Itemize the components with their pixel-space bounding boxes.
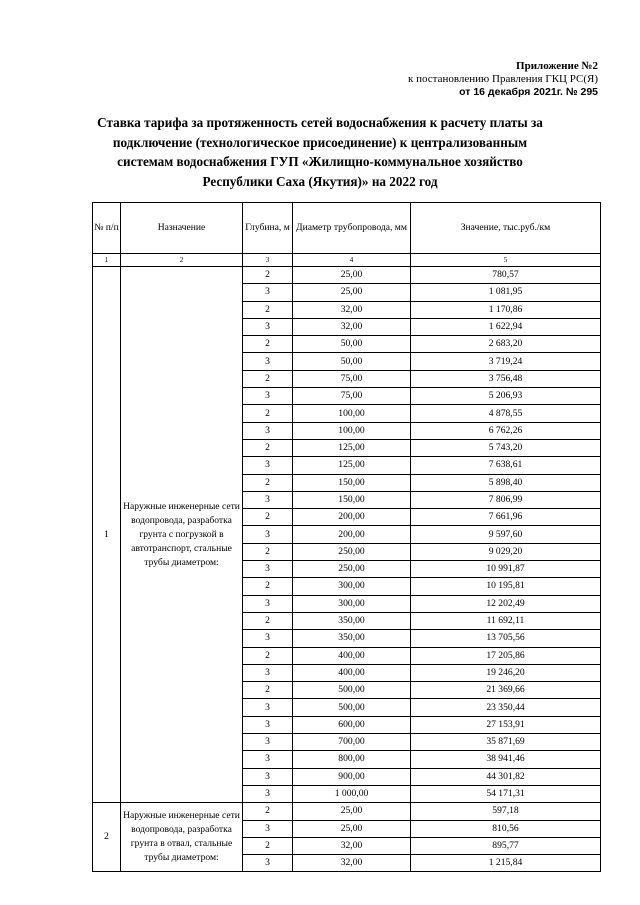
cell-value: 5 898,40	[411, 474, 601, 491]
cell-depth: 3	[243, 664, 293, 681]
cell-diameter: 100,00	[293, 405, 411, 422]
cell-depth: 2	[243, 474, 293, 491]
cell-depth: 2	[243, 803, 293, 820]
cell-depth: 3	[243, 526, 293, 543]
cell-diameter: 125,00	[293, 439, 411, 456]
cell-value: 780,57	[411, 267, 601, 284]
cell-diameter: 32,00	[293, 301, 411, 318]
cell-depth: 3	[243, 284, 293, 301]
cell-depth: 3	[243, 768, 293, 785]
title-line: Республики Саха (Якутия)» на 2022 год	[202, 173, 438, 189]
cell-value: 44 301,82	[411, 768, 601, 785]
cell-depth: 2	[243, 370, 293, 387]
cell-value: 17 205,86	[411, 647, 601, 664]
cell-depth: 2	[243, 682, 293, 699]
cell-diameter: 25,00	[293, 803, 411, 820]
cell-diameter: 500,00	[293, 699, 411, 716]
title-line: подключение (технологическое присоединение) к централизованным	[112, 134, 528, 150]
row-number: 1	[93, 267, 121, 803]
cell-value: 54 171,31	[411, 785, 601, 802]
cell-value: 3 756,48	[411, 370, 601, 387]
col-header-value: Значение, тыс.руб./км	[411, 203, 601, 254]
table-row	[93, 803, 601, 820]
cell-diameter: 50,00	[293, 353, 411, 370]
cell-depth: 3	[243, 595, 293, 612]
cell-depth: 2	[243, 543, 293, 560]
cell-value: 7 661,96	[411, 509, 601, 526]
cell-depth: 3	[243, 422, 293, 439]
cell-depth: 3	[243, 318, 293, 335]
cell-value: 810,56	[411, 820, 601, 837]
cell-value: 10 195,81	[411, 578, 601, 595]
cell-value: 1 081,95	[411, 284, 601, 301]
col-header-depth: Глубина, м	[243, 203, 293, 254]
cell-depth: 2	[243, 509, 293, 526]
cell-diameter: 250,00	[293, 561, 411, 578]
tariff-table	[92, 202, 601, 872]
cell-value: 11 692,11	[411, 612, 601, 629]
cell-value: 4 878,55	[411, 405, 601, 422]
cell-diameter: 125,00	[293, 457, 411, 474]
cell-depth: 2	[243, 439, 293, 456]
cell-value: 21 369,66	[411, 682, 601, 699]
col-index: 2	[121, 254, 243, 267]
cell-diameter: 800,00	[293, 751, 411, 768]
cell-depth: 2	[243, 647, 293, 664]
cell-value: 597,18	[411, 803, 601, 820]
table-row	[93, 267, 601, 284]
appendix-label: Приложение №2	[516, 60, 598, 72]
header-row	[93, 203, 601, 254]
cell-diameter: 32,00	[293, 855, 411, 872]
cell-diameter: 75,00	[293, 370, 411, 387]
cell-diameter: 32,00	[293, 318, 411, 335]
cell-value: 9 029,20	[411, 543, 601, 560]
cell-diameter: 200,00	[293, 526, 411, 543]
cell-value: 13 705,56	[411, 630, 601, 647]
cell-value: 895,77	[411, 837, 601, 854]
cell-value: 5 743,20	[411, 439, 601, 456]
cell-depth: 3	[243, 561, 293, 578]
document-title	[60, 113, 580, 191]
cell-value: 7 806,99	[411, 491, 601, 508]
resolution-date: от 16 декабря 2021г. № 295	[459, 86, 598, 98]
cell-value: 1 622,94	[411, 318, 601, 335]
col-header-diameter: Диаметр трубопровода, мм	[293, 203, 411, 254]
col-index: 4	[293, 254, 411, 267]
cell-value: 2 683,20	[411, 336, 601, 353]
cell-diameter: 25,00	[293, 820, 411, 837]
cell-depth: 3	[243, 388, 293, 405]
col-index: 5	[411, 254, 601, 267]
cell-depth: 2	[243, 405, 293, 422]
cell-depth: 3	[243, 491, 293, 508]
cell-diameter: 400,00	[293, 664, 411, 681]
cell-value: 35 871,69	[411, 734, 601, 751]
cell-diameter: 300,00	[293, 595, 411, 612]
cell-depth: 3	[243, 820, 293, 837]
row-purpose: Наружные инженерные сети водопровода, разработка грунта с погрузкой в автотранспорт, стальные трубы диаметром:	[121, 267, 243, 803]
cell-diameter: 350,00	[293, 630, 411, 647]
cell-diameter: 600,00	[293, 716, 411, 733]
cell-diameter: 300,00	[293, 578, 411, 595]
cell-value: 9 597,60	[411, 526, 601, 543]
document-header	[408, 60, 598, 99]
cell-value: 1 170,86	[411, 301, 601, 318]
cell-value: 27 153,91	[411, 716, 601, 733]
title-line: системам водоснабжения ГУП «Жилищно-коммунальное хозяйство	[117, 154, 523, 169]
cell-diameter: 350,00	[293, 612, 411, 629]
col-index: 1	[93, 254, 121, 267]
cell-diameter: 400,00	[293, 647, 411, 664]
cell-diameter: 25,00	[293, 267, 411, 284]
cell-depth: 2	[243, 267, 293, 284]
cell-depth: 3	[243, 751, 293, 768]
cell-diameter: 50,00	[293, 336, 411, 353]
cell-diameter: 25,00	[293, 284, 411, 301]
cell-value: 3 719,24	[411, 353, 601, 370]
cell-diameter: 150,00	[293, 474, 411, 491]
cell-depth: 3	[243, 630, 293, 647]
cell-depth: 2	[243, 336, 293, 353]
cell-depth: 2	[243, 578, 293, 595]
cell-diameter: 75,00	[293, 388, 411, 405]
column-index-row	[93, 254, 601, 267]
cell-value: 6 762,26	[411, 422, 601, 439]
cell-depth: 2	[243, 301, 293, 318]
cell-depth: 3	[243, 699, 293, 716]
cell-diameter: 150,00	[293, 491, 411, 508]
cell-depth: 2	[243, 612, 293, 629]
cell-depth: 3	[243, 457, 293, 474]
title-line: Ставка тарифа за протяженность сетей водоснабжения к расчету платы за	[97, 115, 543, 130]
cell-value: 23 350,44	[411, 699, 601, 716]
cell-diameter: 250,00	[293, 543, 411, 560]
col-index: 3	[243, 254, 293, 267]
cell-depth: 3	[243, 785, 293, 802]
cell-value: 38 941,46	[411, 751, 601, 768]
cell-diameter: 700,00	[293, 734, 411, 751]
cell-value: 12 202,49	[411, 595, 601, 612]
cell-value: 10 991,87	[411, 561, 601, 578]
cell-diameter: 32,00	[293, 837, 411, 854]
row-number: 2	[93, 803, 121, 872]
cell-diameter: 500,00	[293, 682, 411, 699]
row-purpose: Наружные инженерные сети водопровода, разработка грунта в отвал, стальные трубы диаметром:	[121, 803, 243, 872]
cell-value: 5 206,93	[411, 388, 601, 405]
cell-value: 1 215,84	[411, 855, 601, 872]
cell-depth: 2	[243, 837, 293, 854]
cell-depth: 3	[243, 855, 293, 872]
col-header-number: № п/п	[93, 203, 121, 254]
resolution-reference: к постановлению Правления ГКЦ РС(Я)	[408, 73, 598, 85]
cell-diameter: 1 000,00	[293, 785, 411, 802]
cell-diameter: 900,00	[293, 768, 411, 785]
col-header-purpose: Назначение	[121, 203, 243, 254]
cell-diameter: 200,00	[293, 509, 411, 526]
cell-depth: 3	[243, 716, 293, 733]
cell-depth: 3	[243, 734, 293, 751]
cell-diameter: 100,00	[293, 422, 411, 439]
table-body	[93, 267, 601, 872]
cell-value: 19 246,20	[411, 664, 601, 681]
cell-value: 7 638,61	[411, 457, 601, 474]
cell-depth: 3	[243, 353, 293, 370]
